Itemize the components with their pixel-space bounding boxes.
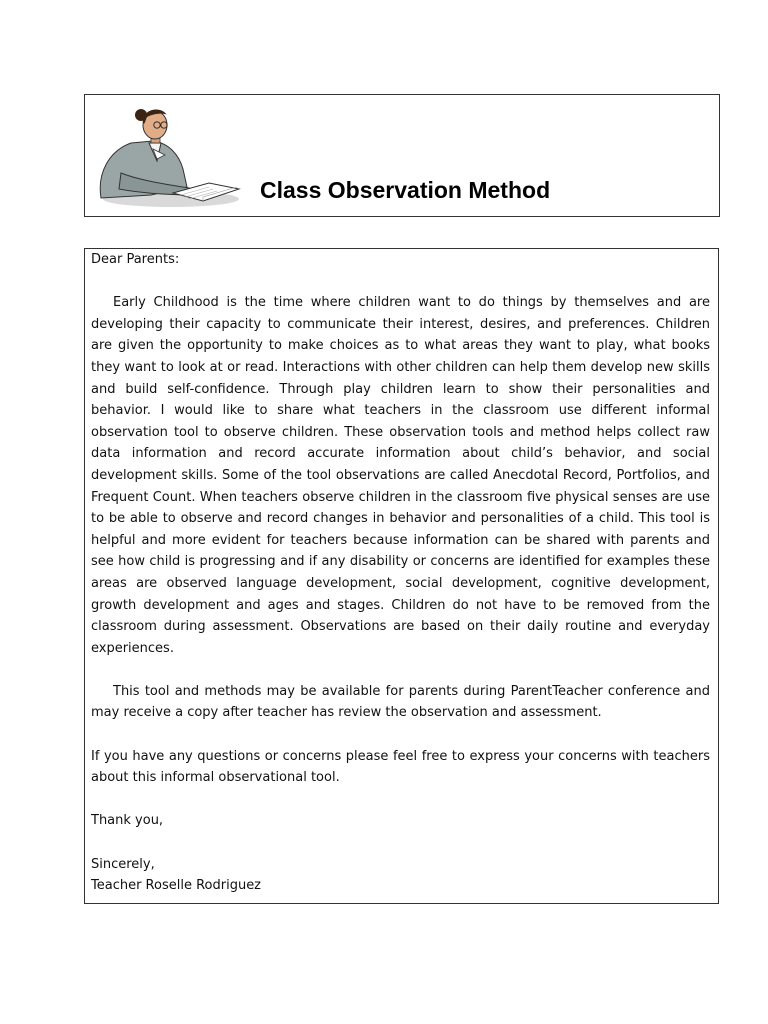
letter-paragraph-2: This tool and methods may be available for parents during ParentTeacher conference and may receive a copy after teacher has review the observation and assessment.: [91, 683, 710, 721]
letter-paragraph-3: If you have any questions or concerns please feel free to express your concerns with teachers about this informal observational tool.: [91, 748, 710, 786]
letter-thanks: Thank you,: [91, 813, 164, 829]
header-box: [84, 94, 720, 217]
letter-box: [84, 248, 719, 904]
page-title: Class Observation Method: [260, 177, 551, 203]
letter-closing: Sincerely,: [91, 856, 155, 872]
letter-body: [91, 249, 710, 897]
letter-paragraph-1: Early Childhood is the time where children want to do things by themselves and are developing their capacity to communicate their interest, desires, and preferences. Children are given the opportunity to make choices as to what areas they want to play, what books they want to look at or read. Interactions with other children can help them develop new skills and build self-confidence. Through play children learn to show their personalities and behavior. I would like to share what teachers in the classroom use different informal observation tool to observe children. These observation tools and method helps collect raw data information and record accurate information about child’s behavior, and social development skills. Some of the tool observations are called Anecdotal Record, Portfolios, and Frequent Count. When teachers observe children in the classroom five physical senses are use to be able to observe and record changes in behavior and personalities of a child. This tool is helpful and more evident for teachers because information can be shared with parents and see how child is progressing and if any disability or concerns are identified for examples these areas are observed language development, social development, cognitive development, growth development and ages and stages. Children do not have to be removed from the classroom during assessment. Observations are based on their daily routine and everyday experiences.: [91, 295, 710, 656]
teacher-reading-illustration: [91, 103, 241, 213]
letter-salutation: Dear Parents:: [91, 252, 180, 267]
letter-signature: Teacher Roselle Rodriguez: [91, 878, 262, 894]
